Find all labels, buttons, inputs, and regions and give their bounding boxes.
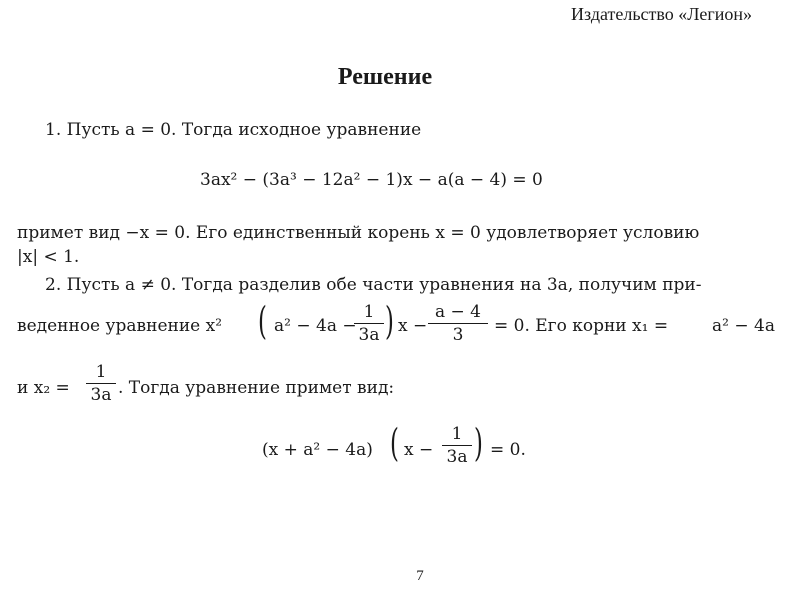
final-factor-1: (x + a² − 4a) xyxy=(262,440,373,460)
page-number: 7 xyxy=(416,568,424,584)
fraction-numerator: 1 xyxy=(363,302,375,322)
case-1-text-line2: |x| < 1. xyxy=(17,247,80,267)
case-2-line2-start: веденное уравнение x² xyxy=(17,316,223,336)
fraction-numerator: a − 4 xyxy=(434,302,481,322)
left-paren: ( xyxy=(258,299,267,343)
fraction-denominator: 3a xyxy=(90,385,112,405)
fraction-numerator: 1 xyxy=(451,424,463,444)
fraction-denominator: 3 xyxy=(452,325,464,345)
publisher-header: Издательство «Легион» xyxy=(571,4,752,24)
fraction-bar xyxy=(442,445,472,446)
fraction-final xyxy=(442,424,472,467)
right-paren: ) xyxy=(385,299,394,343)
fraction-a-minus-4-over-3 xyxy=(428,302,488,345)
fraction-root-x2 xyxy=(86,362,116,405)
fraction-denominator: 3a xyxy=(446,447,468,467)
right-paren: ) xyxy=(474,421,483,465)
final-factor-2: x − xyxy=(404,440,434,460)
root-x1-value: a² − 4a xyxy=(712,316,775,336)
fraction-bar xyxy=(428,323,488,324)
case-1-intro: 1. Пусть a = 0. Тогда исходное уравнение xyxy=(45,120,422,140)
left-paren: ( xyxy=(390,421,399,465)
final-equals-zero: = 0. xyxy=(490,440,526,460)
case-2-line2-mid: = 0. Его корни x₁ = xyxy=(494,316,669,336)
fraction-bar xyxy=(354,323,384,324)
reduced-coef-a2-4a: a² − 4a − xyxy=(274,316,357,336)
original-equation: 3ax² − (3a³ − 12a² − 1)x − a(a − 4) = 0 xyxy=(200,170,543,190)
case-2-line3-start: и x₂ = xyxy=(17,378,70,398)
fraction-1-over-3a xyxy=(354,302,384,345)
case-1-text-line1: примет вид −x = 0. Его единственный корень x = 0 удовлетворяет условию xyxy=(17,223,700,243)
fraction-bar xyxy=(86,383,116,384)
case-2-line3-end: . Тогда уравнение примет вид: xyxy=(118,378,395,398)
case-2-text-line1: 2. Пусть a ≠ 0. Тогда разделив обе части уравнения на 3a, получим при- xyxy=(45,275,702,295)
fraction-denominator: 3a xyxy=(358,325,380,345)
section-title: Решение xyxy=(337,64,433,90)
reduced-x: x − xyxy=(398,316,428,336)
fraction-numerator: 1 xyxy=(95,362,107,382)
